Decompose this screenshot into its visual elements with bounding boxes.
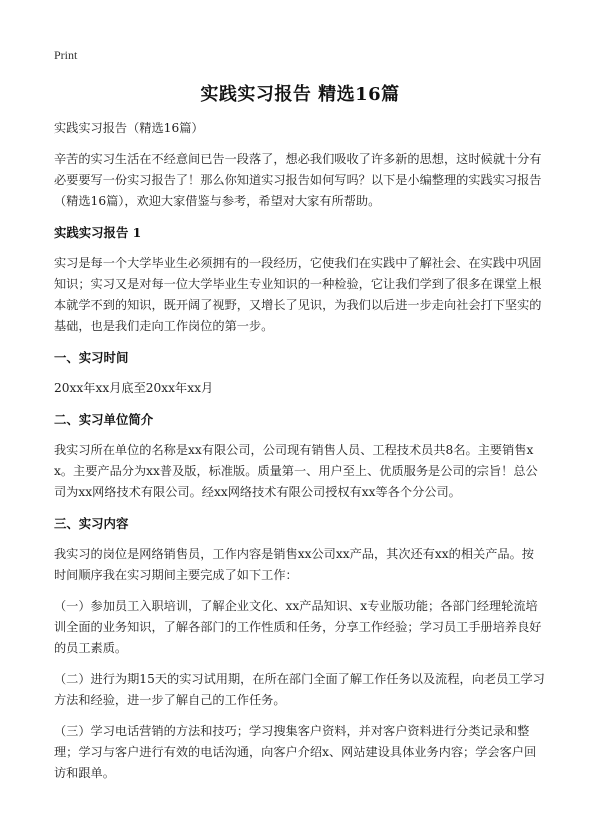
print-link[interactable]: Print xyxy=(54,48,78,62)
list-item: （一）参加员工入职培训，了解企业文化、xx产品知识、x专业版功能；各部门经理轮流培训全面的业务知识，了解各部门的工作性质和任务，分享工作经验；学习员工手册培养良好的员工素质。 xyxy=(54,599,542,655)
content-paragraph: 我实习的岗位是网络销售员，工作内容是销售xx公司xx产品，其次还有xx的相关产品。按时间顺序我在实习期间主要完成了如下工作： xyxy=(54,547,534,582)
intro-paragraph: 辛苦的实习生活在不经意间已告一段落了，想必我们吸收了许多新的思想，这时候就十分有必要要写一份实习报告了！那么你知道实习报告如何写吗？以下是小编整理的实践实习报告（精选16篇），欢迎大家借鉴与参考，希望对大家有所帮助。 xyxy=(54,152,542,208)
section-heading-content: 三、实习内容 xyxy=(54,516,129,531)
unit-paragraph: 我实习所在单位的名称是xx有限公司，公司现有销售人员、工程技术员共8名。主要销售xx。主要产品分为xx普及版，标准版。质量第一、用户至上、优质服务是公司的宗旨！总公司为xx网络技术有限公司。经xx网络技术有限公司授权有xx等各个分公司。 xyxy=(54,443,538,499)
section1-paragraph: 实习是每一个大学毕业生必须拥有的一段经历，它使我们在实践中了解社会、在实践中巩固知识；实习又是对每一位大学毕业生专业知识的一种检验，它让我们学到了很多在课堂上根本就学不到的知识，既开阔了视野，又增长了见识，为我们以后进一步走向社会打下坚实的基础，也是我们走向工作岗位的第一步。 xyxy=(54,256,542,333)
time-paragraph: 20xx年xx月底至20xx年xx月 xyxy=(54,381,214,395)
section-heading-report-1: 实践实习报告 1 xyxy=(54,225,142,240)
section-heading-time: 一、实习时间 xyxy=(54,350,129,365)
document-body xyxy=(54,118,546,794)
document-subtitle: 实践实习报告（精选16篇） xyxy=(54,121,204,135)
list-item: （二）进行为期15天的实习试用期，在所在部门全面了解工作任务以及流程，向老员工学习方法和经验，进一步了解自己的工作任务。 xyxy=(54,672,545,707)
list-item: （三）学习电话营销的方法和技巧；学习搜集客户资料，并对客户资料进行分类记录和整理；学习与客户进行有效的电话沟通，向客户介绍x、网站建设具体业务内容；学会客户回访和跟单。 xyxy=(54,724,537,780)
page-title: 实践实习报告 精选16篇 xyxy=(200,84,400,105)
section-heading-unit: 二、实习单位简介 xyxy=(54,412,154,427)
